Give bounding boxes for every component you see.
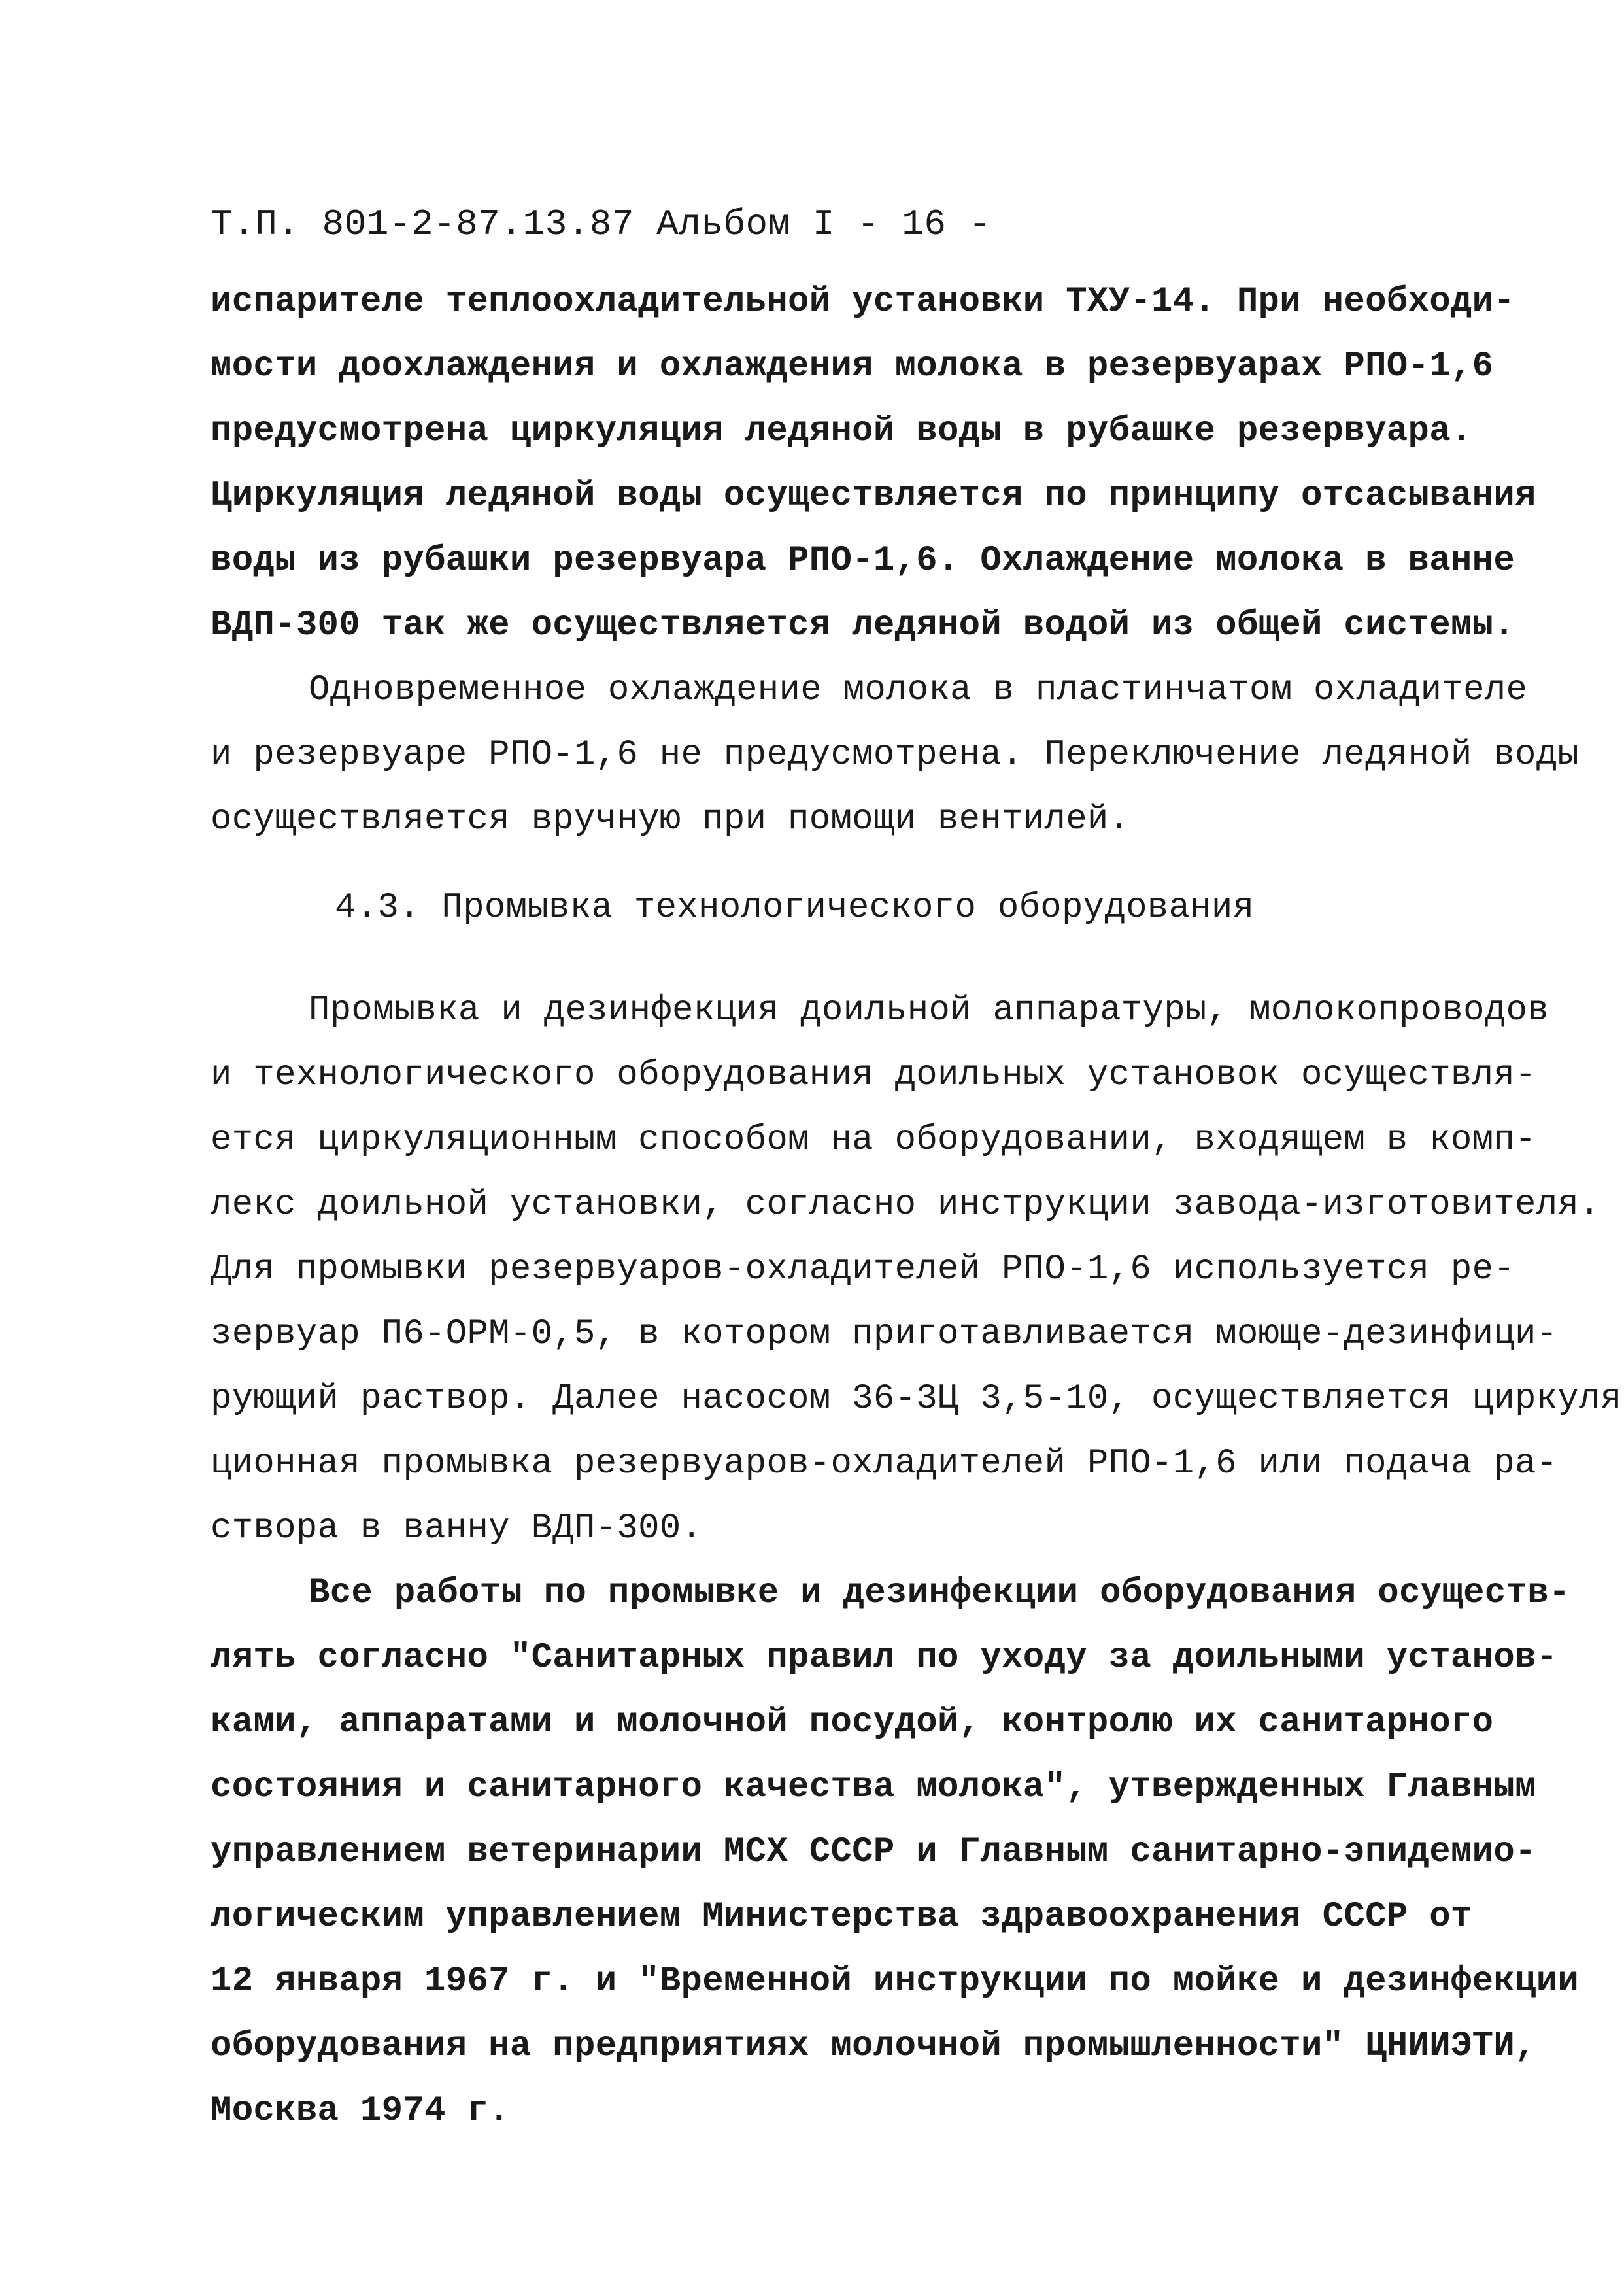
text-line: оборудования на предприятиях молочной промышленности" ЦНИИЭТИ, [211, 2026, 1536, 2066]
text-line: и технологического оборудования доильных установок осуществля- [211, 1055, 1536, 1095]
text-line: рующий раствор. Далее насосом 36-3Ц 3,5-10, осуществляется циркуля [211, 1379, 1622, 1419]
text-line: управлением ветеринарии МСХ СССР и Главным санитарно-эпидемио- [211, 1832, 1536, 1872]
page-header: Т.П. 801-2-87.13.87 Альбом I - 16 - [211, 203, 991, 245]
text-line: зервуар П6-ОРМ-0,5, в котором приготавливается моюще-дезинфици- [211, 1314, 1558, 1354]
text-line: и резервуаре РПО-1,6 не предусмотрена. Переключение ледяной воды [211, 735, 1580, 775]
text-line: осуществляется вручную при помощи вентилей. [211, 800, 1130, 840]
text-line: предусмотрена циркуляция ледяной воды в рубашке резервуара. [211, 411, 1472, 451]
text-line: Циркуляция ледяной воды осуществляется по принципу отсасывания [211, 476, 1536, 516]
text-line: Одновременное охлаждение молока в пластинчатом охладителе [309, 670, 1528, 710]
section-heading: 4.3. Промывка технологического оборудования [335, 888, 1255, 928]
text-line: створа в ванну ВДП-300. [211, 1508, 703, 1548]
text-line: ВДП-300 так же осуществляется ледяной водой из общей системы. [211, 605, 1515, 645]
text-line: состояния и санитарного качества молока", утвержденных Главным [211, 1767, 1536, 1807]
text-line: лять согласно "Санитарных правил по уходу за доильными установ- [211, 1638, 1558, 1678]
text-line: мости доохлаждения и охлаждения молока в резервуарах РПО-1,6 [211, 347, 1494, 386]
paragraph-1 [211, 269, 1551, 658]
text-line: воды из рубашки резервуара РПО-1,6. Охлаждение молока в ванне [211, 541, 1515, 581]
text-line: ционная промывка резервуаров-охладителей РПО-1,6 или подача ра- [211, 1444, 1558, 1484]
text-line: испарителе теплоохладительной установки ТХУ-14. При необходи- [211, 282, 1515, 322]
paragraph-3 [211, 978, 1622, 1561]
document-body [211, 269, 1622, 2143]
text-line: Для промывки резервуаров-охладителей РПО-1,6 используется ре- [211, 1250, 1515, 1289]
text-line: Промывка и дезинфекция доильной аппаратуры, молокопроводов [309, 991, 1549, 1030]
text-line: Москва 1974 г. [211, 2091, 510, 2131]
text-line: логическим управлением Министерства здравоохранения СССР от [211, 1897, 1472, 1937]
paragraph-2 [211, 658, 1580, 852]
text-line: 12 января 1967 г. и "Временной инструкции по мойке и дезинфекции [211, 1962, 1580, 2001]
text-line: Все работы по промывке и дезинфекции оборудования осуществ- [309, 1573, 1570, 1613]
text-line: лекс доильной установки, согласно инструкции завода-изготовителя. [211, 1185, 1600, 1225]
text-line: ками, аппаратами и молочной посудой, контролю их санитарного [211, 1703, 1494, 1742]
text-line: ется циркуляционным способом на оборудовании, входящем в комп- [211, 1120, 1536, 1160]
paragraph-4 [211, 1561, 1580, 2143]
